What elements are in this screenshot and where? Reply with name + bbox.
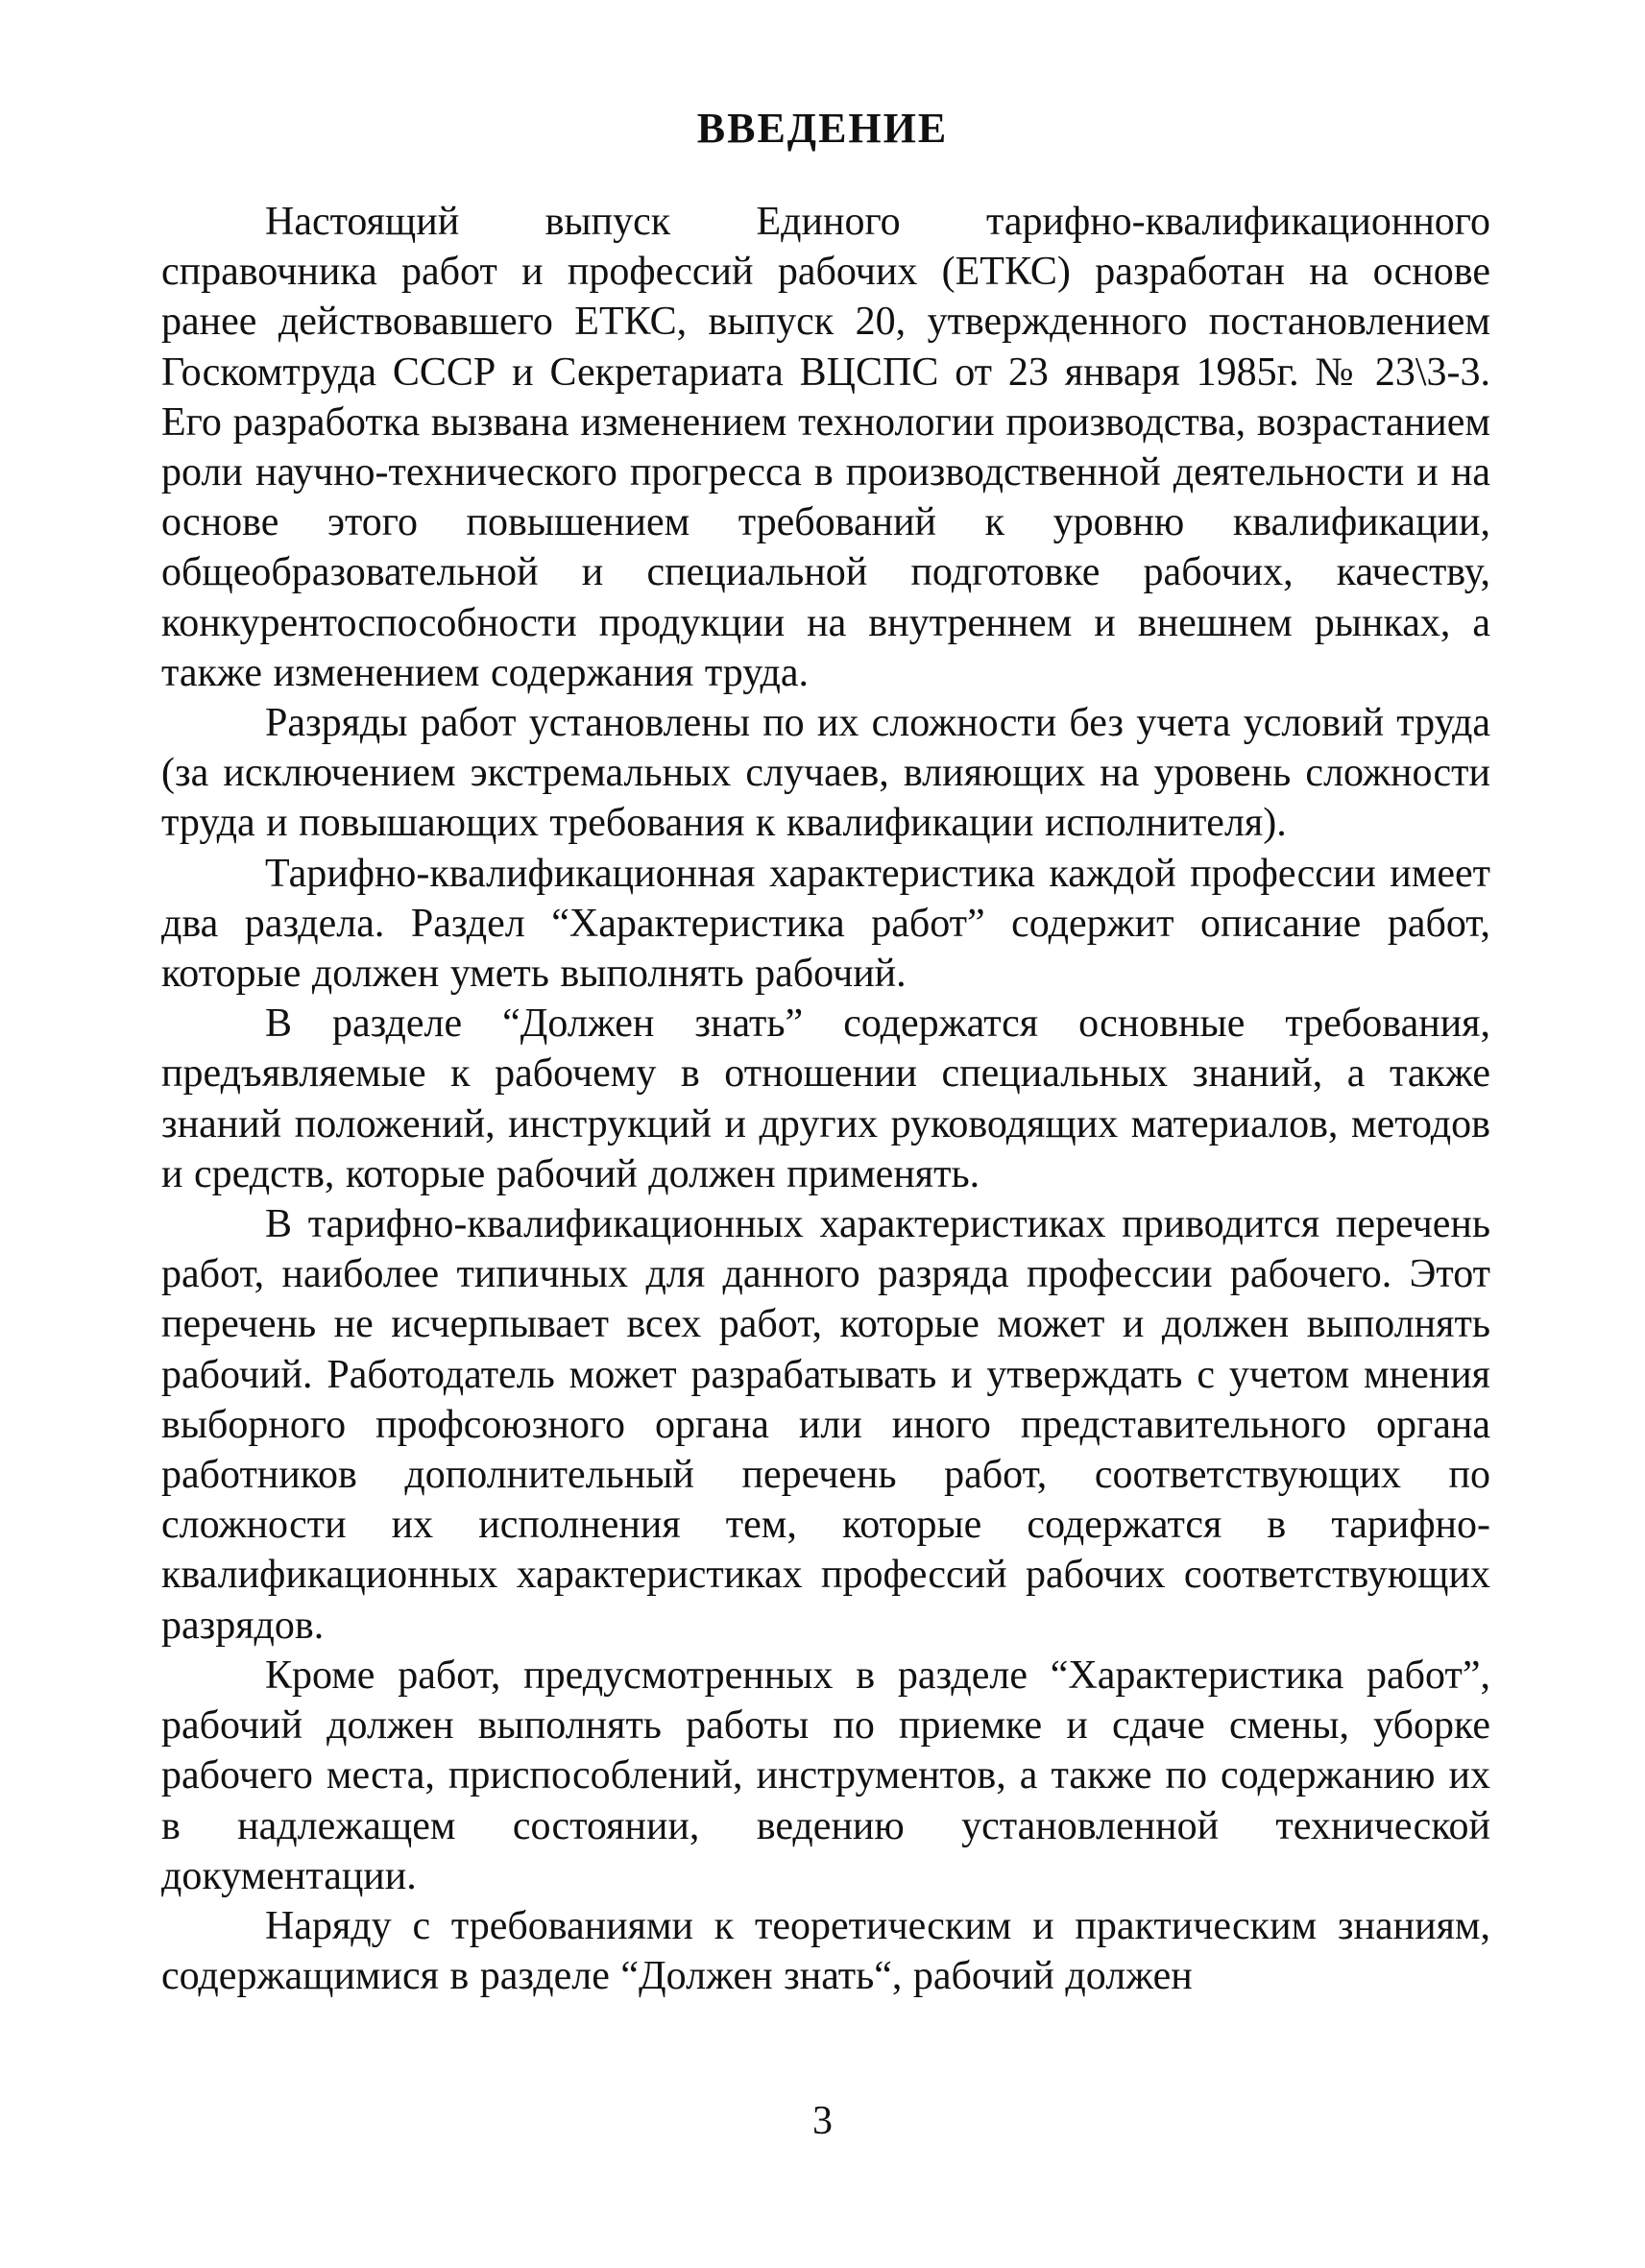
paragraph-5: В тарифно-квалификационных характеристиках приводится перечень работ, наиболее типичных для данного разряда профессии рабочего. Этот перечень не исчерпывает всех работ, которые может и должен выполнять рабочий. Работодатель может разрабатывать и утверждать с учетом мнения выборного профсоюзного органа или иного представительного органа работников дополнительный перечень работ, соответствующих по сложности их исполнения тем, которые содержатся в тарифно-квалификационных характеристиках профессий рабочих соответствующих разрядов. bbox=[161, 1202, 1490, 1648]
page-number: 3 bbox=[812, 2099, 833, 2143]
paragraph-2: Разряды работ установлены по их сложности без учета условий труда (за исключением экстремальных случаев, влияющих на уровень сложности труда и повышающих требования к квалификации исполнителя). bbox=[161, 701, 1490, 846]
body-text bbox=[161, 197, 1490, 2001]
paragraph-3: Тарифно-квалификационная характеристика каждой профессии имеет два раздела. Раздел “Характеристика работ” содержит описание работ, которые должен уметь выполнять рабочий. bbox=[161, 851, 1490, 997]
paragraph-6: Кроме работ, предусмотренных в разделе “Характеристика работ”, рабочий должен выполнять работы по приемке и сдаче смены, уборке рабочего места, приспособлений, инструментов, а также по содержанию их в надлежащем состоянии, ведению установленной технической документации. bbox=[161, 1653, 1490, 1898]
paragraph-4: В разделе “Должен знать” содержатся основные требования, предъявляемые к рабочему в отношении специальных знаний, а также знаний положений, инструкций и других руководящих материалов, методов и средств, которые рабочий должен применять. bbox=[161, 1001, 1490, 1196]
page-title: ВВЕДЕНИЕ bbox=[696, 105, 949, 152]
paragraph-1: Настоящий выпуск Единого тарифно-квалификационного справочника работ и профессий рабочих (ЕТКС) разработан на основе ранее действовавшего ЕТКС, выпуск 20, утвержденного постановлением Госкомтруда СССР и Секретариата ВЦСПС от 23 января 1985г. № 23\3-3. Его разработка вызвана изменением технологии производства, возрастанием роли научно-технического прогресса в производственной деятельности и на основе этого повышением требований к уровню квалификации, общеобразовательной и специальной подготовке рабочих, качеству, конкурентоспособности продукции на внутреннем и внешнем рынках, а также изменением содержания труда. bbox=[161, 200, 1490, 695]
paragraph-7: Наряду с требованиями к теоретическим и практическим знаниям, содержащимися в разделе “Должен знать“, рабочий должен bbox=[161, 1903, 1490, 1999]
